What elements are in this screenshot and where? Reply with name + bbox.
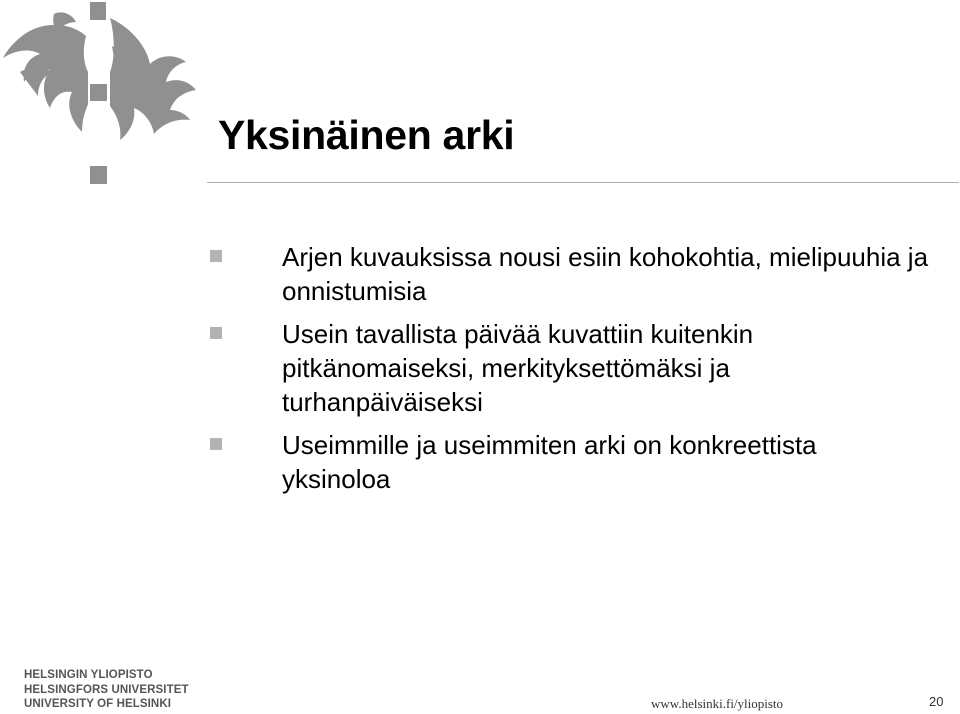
square-bullet-icon — [210, 250, 222, 262]
bullet-list — [210, 240, 930, 505]
slide-title: Yksinäinen arki — [218, 112, 515, 158]
footer-url: www.helsinki.fi/yliopisto — [651, 696, 784, 711]
university-name-fi: HELSINGIN YLIOPISTO — [24, 669, 153, 681]
university-name-sv: HELSINGFORS UNIVERSITET — [24, 683, 189, 696]
square-bullet-icon — [210, 327, 222, 339]
title-divider — [207, 182, 959, 183]
square-bullet-icon — [210, 438, 222, 450]
bullet-item — [210, 317, 930, 419]
university-flame-logo-icon — [0, 0, 200, 190]
bullet-text: Arjen kuvauksissa nousi esiin kohokohtia, mielipuuhia ja onnistumisia — [282, 242, 929, 306]
university-name-block — [24, 668, 189, 712]
bullet-item — [210, 240, 930, 308]
bullet-text: Useimmille ja useimmiten arki on konkreettista yksinoloa — [282, 430, 817, 494]
university-name-en: UNIVERSITY OF HELSINKI — [24, 698, 172, 710]
bullet-text: Usein tavallista päivää kuvattiin kuitenkin pitkänomaiseksi, merkityksettömäksi ja turhanpäiväiseksi — [282, 319, 754, 417]
bullet-item — [210, 428, 930, 496]
page-number: 20 — [929, 694, 944, 709]
